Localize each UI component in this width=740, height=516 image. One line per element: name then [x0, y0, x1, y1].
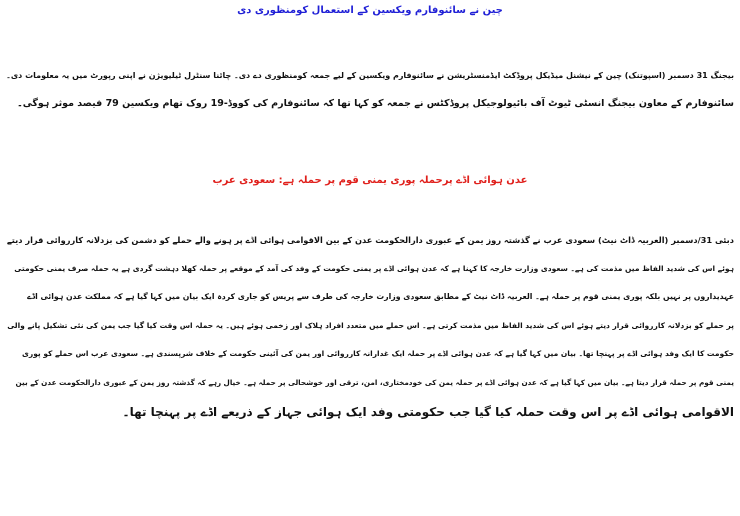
article-1-line: سائنوفارم کے معاون بیجنگ انسٹی ٹیوٹ آف بائیولوجیکل پروڈکٹس نے جمعہ کو کہا تھا کہ سائنوفارم کی کووڈ-19 روک تھام ویکسین 79 فیصد موثر ہوگی۔	[17, 98, 734, 109]
article-1-headline: چین نے سائنوفارم ویکسین کے استعمال کومنظوری دی	[237, 5, 503, 16]
article-1-body	[6, 62, 734, 118]
article-2-line: ہوئے اس کی شدید الفاظ میں مذمت کی ہے۔ سعودی وزارت خارجہ کا کہنا ہے کہ عدن ہوائی اڈے پر یمنی حکومت کے وفد کی آمد کے موقعے پر حملہ کھلا دہشت گردی ہے یہ حملہ صرف یمنی حکومتی	[14, 263, 734, 273]
article-2-line: عہدیداروں پر نہیں بلکہ پوری یمنی قوم پر حملہ ہے۔ العربیہ ڈاٹ نیٹ کے مطابق سعودی وزارت خارجہ کی طرف سے پریس کو جاری کردہ ایک بیان میں کہا گیا ہے کہ مملکت عدن ہوائی اڈے	[27, 292, 734, 302]
article-2-line: پر حملے کو بزدلانہ کارروائی قرار دیتے ہوئے اس کی شدید الفاظ میں مذمت کرتی ہے۔ اس حملے میں متعدد افراد ہلاک اور زخمی ہوئے ہیں۔ یہ حملہ اس وقت کیا گیا جب یمن کی نئی تشکیل پانے والی	[7, 320, 734, 330]
article-2-line: الاقوامی ہوائی اڈے پر اس وقت حملہ کیا گیا جب حکومتی وفد ایک ہوائی جہاز کے ذریعے اڈے پر پہنچا تھا۔	[122, 404, 734, 419]
article-2-line: دبئی 31/دسمبر (العربیہ ڈاٹ نیٹ) سعودی عرب نے گذشتہ روز یمن کے عبوری دارالحکومت عدن کے بین الاقوامی ہوائی اڈے پر ہونے والے حملے کو دشمن کی بزدلانہ کارروائی قرار دیتے	[6, 235, 734, 245]
article-2-headline: عدن ہوائی اڈے پرحملہ پوری یمنی قوم پر حملہ ہے: سعودی عرب	[212, 175, 528, 186]
article-2-body	[6, 226, 734, 426]
article-1-line: بیجنگ 31 دسمبر (اسپوتنک) چین کے نیشنل میڈیکل پروڈکٹ ایڈمنسٹریشن نے سائنوفارم ویکسین کے لیے جمعہ کومنظوری دے دی۔ چائنا سنٹرل ٹیلیویژن نے اپنی رپورٹ میں یہ معلومات دی۔	[6, 71, 734, 80]
article-2-line: حکومت کا ایک وفد ہوائی اڈے پر پہنچا تھا۔ بیان میں کہا گیا ہے کہ عدن ہوائی اڈے پر حملہ ایک غدارانہ کارروائی اور یمن کی آئینی حکومت کے خلاف شرپسندی ہے۔ سعودی عرب اس حملے کو پوری	[22, 349, 734, 359]
article-2-line: یمنی قوم پر حملہ قرار دیتا ہے۔ بیان میں کہا گیا ہے کہ عدن ہوائی اڈے پر حملہ یمن کی خودمختاری، امن، ترقی اور خوشحالی پر حملہ ہے۔ خیال رہے کہ گذشتہ روز یمن کے عبوری دارالحکومت عدن کے بین	[15, 377, 734, 387]
